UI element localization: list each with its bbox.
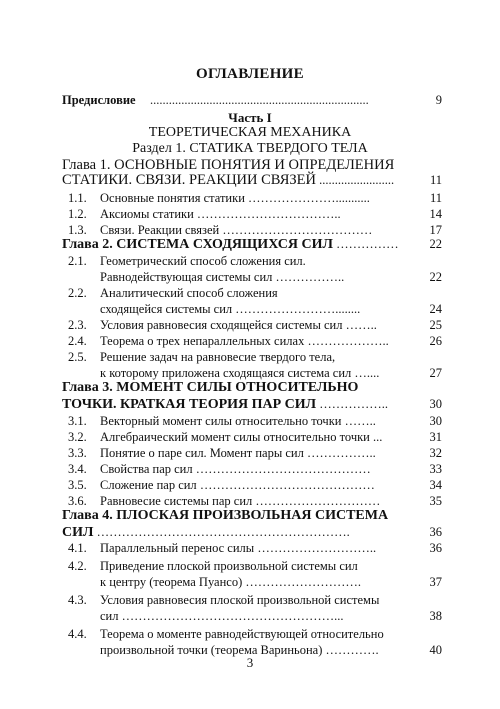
chapter-1-title-line1: Глава 1. ОСНОВНЫЕ ПОНЯТИЯ И ОПРЕДЕЛЕНИЯ <box>62 157 395 173</box>
chapter-3-dots: …………….. <box>316 397 388 411</box>
item-text: к центру (теорема Пуансо) ………………………. <box>100 575 361 589</box>
chapter-3-title <box>62 396 442 413</box>
page-number: 3 <box>246 655 254 670</box>
item-text: Условия равновесия плоской произвольной системы <box>100 593 380 607</box>
item-page: 36 <box>429 541 442 555</box>
item-text: Свойства пар сил …………………………………… <box>100 462 371 476</box>
preface-dots: ...................................................................... <box>150 93 369 107</box>
toc-item <box>62 592 442 608</box>
chapter-4-page: 36 <box>429 525 442 539</box>
item-page: 34 <box>429 478 442 492</box>
item-number: 3.6. <box>68 494 87 508</box>
item-text: Основные понятия статики …………………........... <box>100 191 370 205</box>
chapter-4-title-line1: Глава 4. ПЛОСКАЯ ПРОИЗВОЛЬНАЯ СИСТЕМА <box>62 508 389 523</box>
toc-item <box>62 461 442 477</box>
chapter-2-title-line1: Глава 2. СИСТЕМА СХОДЯЩИХСЯ СИЛ <box>62 237 333 252</box>
toc-item-continued <box>62 301 442 317</box>
item-text: Решение задач на равновесие твердого тела, <box>100 350 336 364</box>
item-text: Сложение пар сил …………………………………… <box>100 478 375 492</box>
item-text: к которому приложена сходящаяся система сил ….... <box>100 366 380 380</box>
toc-item <box>62 349 442 365</box>
item-number: 2.5. <box>68 350 87 364</box>
item-number: 2.1. <box>68 254 87 268</box>
toc-title: ОГЛАВЛЕНИЕ <box>196 66 304 82</box>
chapter-1-page: 11 <box>429 173 442 187</box>
chapter-3-title-line1: Глава 3. МОМЕНТ СИЛЫ ОТНОСИТЕЛЬНО <box>62 380 359 395</box>
item-page: 22 <box>429 270 442 284</box>
item-page: 31 <box>429 430 442 444</box>
item-text: Теорема о моменте равнодействующей относительно <box>100 627 384 641</box>
chapter-3-title-line2: ТОЧКИ. КРАТКАЯ ТЕОРИЯ ПАР СИЛ <box>62 397 317 412</box>
item-text: Условия равновесия сходящейся системы сил …….. <box>100 318 377 332</box>
toc-item-continued <box>62 608 442 624</box>
chapter-1-title <box>62 172 442 188</box>
toc-item <box>62 285 442 301</box>
item-text: Геометрический способ сложения сил. <box>100 254 306 268</box>
item-text: Теорема о трех непараллельных силах ……………….. <box>100 334 389 348</box>
toc-item-continued <box>62 574 442 590</box>
item-page: 17 <box>429 223 442 237</box>
toc-item <box>62 206 442 222</box>
toc-item <box>62 477 442 493</box>
part-heading: Часть I <box>228 110 272 125</box>
item-page: 32 <box>429 446 442 460</box>
discipline-heading: ТЕОРЕТИЧЕСКАЯ МЕХАНИКА <box>148 125 352 140</box>
toc-item <box>62 317 442 333</box>
item-page: 30 <box>429 414 442 428</box>
section-heading: Раздел 1. СТАТИКА ТВЕРДОГО ТЕЛА <box>132 141 368 156</box>
item-number: 1.3. <box>68 223 87 237</box>
item-page: 33 <box>429 462 442 476</box>
item-number: 1.1. <box>68 191 87 205</box>
item-page: 26 <box>429 334 442 348</box>
toc-item <box>62 429 442 445</box>
toc-item <box>62 190 442 206</box>
chapter-2-dots: …………… <box>332 237 399 251</box>
item-page: 24 <box>429 302 442 316</box>
item-text: Аналитический способ сложения <box>100 286 278 300</box>
item-number: 1.2. <box>68 207 87 221</box>
toc-item-continued <box>62 365 442 381</box>
item-number: 4.4. <box>68 627 87 641</box>
item-page: 14 <box>429 207 442 221</box>
item-page: 37 <box>429 575 442 589</box>
item-number: 3.5. <box>68 478 87 492</box>
preface-label: Предисловие <box>62 93 136 107</box>
item-number: 4.3. <box>68 593 87 607</box>
chapter-4-title-line2: СИЛ <box>62 525 94 540</box>
item-text: Равнодействующая системы сил …………….. <box>100 270 345 284</box>
item-number: 4.1. <box>68 541 87 555</box>
toc-item <box>62 445 442 461</box>
chapter-1-title-line2: СТАТИКИ. СВЯЗИ. РЕАКЦИИ СВЯЗЕЙ <box>62 172 316 188</box>
item-text: произвольной точки (теорема Вариньона) …………. <box>100 643 379 657</box>
item-text: Аксиомы статики …………………………….. <box>100 207 341 221</box>
item-page: 11 <box>429 191 442 205</box>
item-number: 2.2. <box>68 286 87 300</box>
toc-item <box>62 626 442 642</box>
chapter-4-dots: ……………………………………………………. <box>93 525 350 539</box>
chapter-4-title <box>62 524 442 541</box>
item-text: Приведение плоской произвольной системы сил <box>100 559 358 573</box>
item-text: Связи. Реакции связей ……………………………… <box>100 223 373 237</box>
item-page: 38 <box>429 609 442 623</box>
item-number: 4.2. <box>68 559 87 573</box>
chapter-2-title <box>62 236 442 253</box>
item-text: Равновесие системы пар сил ………………………… <box>100 494 381 508</box>
item-page: 27 <box>429 366 442 380</box>
toc-item <box>62 540 442 556</box>
toc-item <box>62 253 442 269</box>
item-text: Векторный момент силы относительно точки …….. <box>100 414 376 428</box>
item-text: сил ……………………………………………... <box>100 609 344 623</box>
toc-item <box>62 493 442 509</box>
toc-item <box>62 333 442 349</box>
preface-page: 9 <box>435 93 442 107</box>
item-number: 3.2. <box>68 430 87 444</box>
item-page: 35 <box>429 494 442 508</box>
item-number: 2.3. <box>68 318 87 332</box>
chapter-2-page: 22 <box>429 237 442 251</box>
toc-item <box>62 558 442 574</box>
chapter-3-page: 30 <box>429 397 442 411</box>
toc-item <box>62 413 442 429</box>
item-number: 3.3. <box>68 446 87 460</box>
item-text: Алгебраический момент силы относительно точки ... <box>100 430 383 444</box>
item-page: 25 <box>429 318 442 332</box>
chapter-1-dots: ........................ <box>316 173 395 187</box>
item-text: Понятие о паре сил. Момент пары сил …………….. <box>100 446 376 460</box>
item-number: 2.4. <box>68 334 87 348</box>
item-page: 40 <box>429 643 442 657</box>
item-number: 3.1. <box>68 414 87 428</box>
item-text: сходящейся системы сил ……………………........ <box>100 302 361 316</box>
item-number: 3.4. <box>68 462 87 476</box>
item-text: Параллельный перенос силы ……………………….. <box>100 541 377 555</box>
toc-item-continued <box>62 269 442 285</box>
